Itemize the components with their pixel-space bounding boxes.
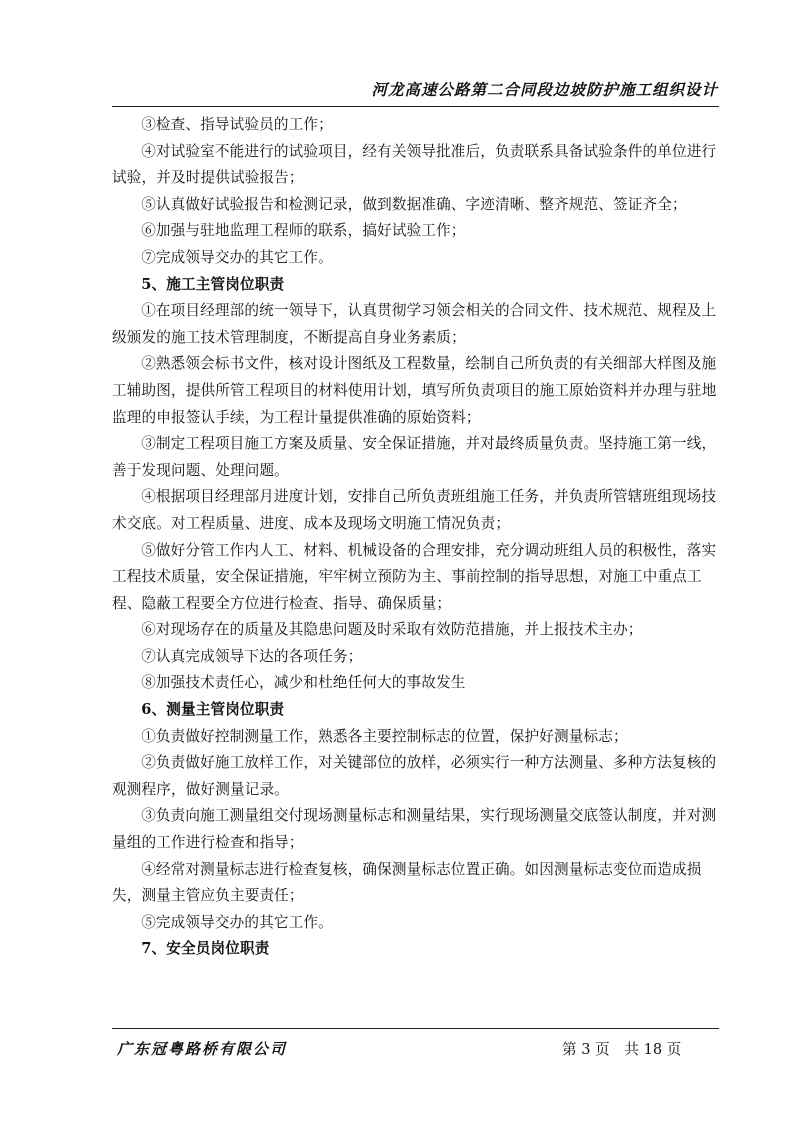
paragraph: ③制定工程项目施工方案及质量、安全保证措施，并对最终质量负责。坚持施工第一线，善于发现问题、处理问题。 (112, 435, 717, 479)
paragraph: ⑧加强技术责任心，减少和杜绝任何大的事故发生 (141, 674, 466, 692)
paragraph: ⑥加强与驻地监理工程师的联系，搞好试验工作； (141, 222, 466, 240)
paragraph: ④根据项目经理部月进度计划，安排自己所负责班组施工任务，并负责所管辖班组现场技术交底。对工程质量、进度、成本及现场文明施工情况负责； (112, 488, 717, 532)
paragraph: ②负责做好施工放样工作，对关键部位的放样，必须实行一种方法测量、多种方法复核的观测程序，做好测量记录。 (112, 754, 717, 798)
paragraph: ⑤认真做好试验报告和检测记录，做到数据准确、字迹清晰、整齐规范、签证齐全； (141, 195, 687, 213)
paragraph: ③负责向施工测量组交付现场测量标志和测量结果，实行现场测量交底签认制度，并对测量组的工作进行检查和指导； (112, 807, 717, 852)
paragraph: ②熟悉领会标书文件，核对设计图纸及工程数量，绘制自己所负责的有关细部大样图及施工辅助图，提供所管工程项目的材料使用计划，填写所负责项目的施工原始资料并办理与驻地监理的申报签认手续，为工程计量提供准确的原始资料； (112, 355, 717, 426)
section-heading: 5、施工主管岗位职责 (141, 275, 285, 293)
header-divider (112, 106, 719, 107)
section-heading: 7、安全员岗位职责 (141, 940, 270, 958)
paragraph: ①在项目经理部的统一领导下，认真贯彻学习领会相关的合同文件、技术规范、规程及上级颁发的施工技术管理制度，不断提高自身业务素质； (112, 302, 717, 346)
paragraph: ④经常对测量标志进行检查复核，确保测量标志位置正确。如因测量标志变位而造成损失，测量主管应负主要责任； (112, 860, 702, 905)
footer-divider (112, 1028, 719, 1029)
paragraph: ⑦认真完成领导下达的各项任务； (141, 647, 363, 665)
document-body (112, 112, 719, 963)
paragraph: ⑤做好分管工作内人工、材料、机械设备的合理安排，充分调动班组人员的积极性，落实工程技术质量，安全保证措施，牢牢树立预防为主、事前控制的指导思想，对施工中重点工程、隐蔽工程要全方位进行检查、指导、确保质量； (112, 541, 717, 612)
paragraph: ①负责做好控制测量工作，熟悉各主要控制标志的位置，保护好测量标志； (141, 727, 628, 745)
section-heading: 6、测量主管岗位职责 (141, 701, 285, 719)
paragraph: ⑥对现场存在的质量及其隐患问题及时采取有效防范措施，并上报技术主办； (141, 621, 643, 639)
header-title: 河龙高速公路第二合同段边坡防护施工组织设计 (371, 80, 718, 99)
paragraph: ④对试验室不能进行的试验项目，经有关领导批准后，负责联系具备试验条件的单位进行试验，并及时提供试验报告； (112, 142, 717, 187)
paragraph: ⑦完成领导交办的其它工作。 (141, 248, 333, 266)
footer-page-number: 第 3 页 共 18 页 (562, 1041, 682, 1058)
paragraph: ③检查、指导试验员的工作； (141, 116, 333, 133)
paragraph: ⑤完成领导交办的其它工作。 (141, 913, 333, 931)
footer-company: 广东冠粤路桥有限公司 (117, 1040, 288, 1058)
